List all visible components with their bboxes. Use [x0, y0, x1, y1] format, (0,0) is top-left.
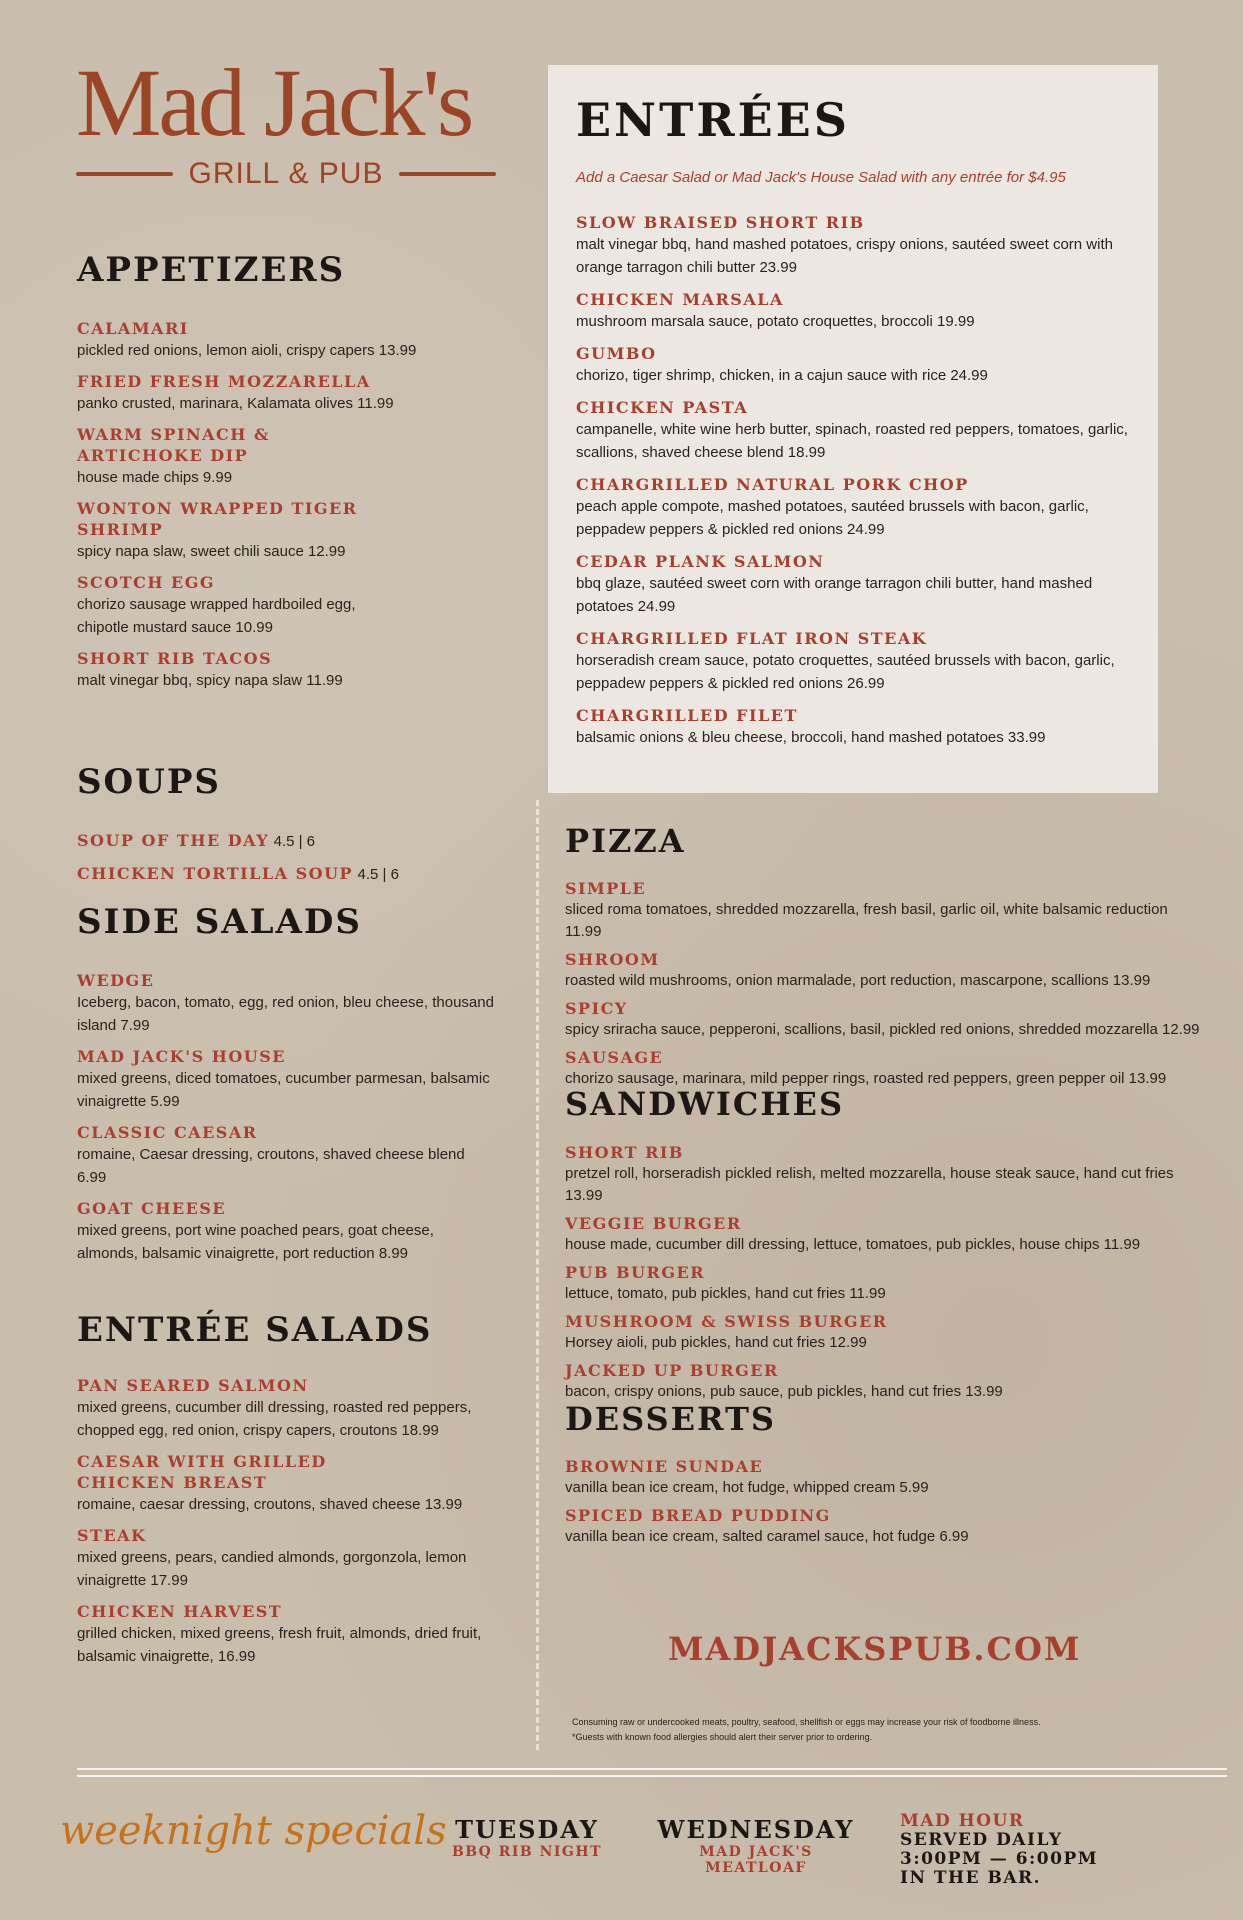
- menu-item: [77, 1046, 497, 1113]
- logo-name: Mad Jack's: [76, 49, 472, 156]
- item-description: bacon, crispy onions, pub sauce, pub pickles, hand cut fries 13.99: [565, 1383, 1003, 1400]
- divider-rule: [77, 1775, 1227, 1777]
- menu-item: [565, 1262, 1205, 1305]
- disclaimer-line: *Guests with known food allergies should alert their server prior to ordering.: [572, 1732, 873, 1742]
- item-description: house made, cucumber dill dressing, lettuce, tomatoes, pub pickles, house chips 11.99: [565, 1236, 1141, 1253]
- item-name: JACKED UP BURGER: [565, 1361, 779, 1380]
- item-description: pickled red onions, lemon aioli, crispy capers 13.99: [77, 342, 417, 359]
- menu-item: [576, 551, 1136, 618]
- item-description: horseradish cream sauce, potato croquettes, sautéed brussels with bacon, garlic, peppadew peppers & pickled red onions 26.99: [576, 652, 1115, 692]
- item-name: CHICKEN TORTILLA SOUP: [77, 864, 354, 883]
- sandwiches-list: [565, 1142, 1205, 1409]
- soups-heading: SOUPS: [77, 762, 221, 802]
- item-name: MUSHROOM & SWISS BURGER: [565, 1312, 888, 1331]
- item-name: SIMPLE: [565, 879, 647, 898]
- website-link[interactable]: MADJACKSPUB.COM: [668, 1630, 1082, 1668]
- logo-rule-left: [76, 172, 173, 176]
- pizza-list: [565, 878, 1205, 1096]
- special-description: BBQ RIB NIGHT: [451, 1844, 603, 1860]
- item-description: mixed greens, cucumber dill dressing, roasted red peppers, chopped egg, red onion, crispy capers, croutons 18.99: [77, 1399, 472, 1439]
- desserts-list: [565, 1456, 1205, 1554]
- menu-item: [565, 1360, 1205, 1403]
- menu-item: [77, 1601, 497, 1668]
- menu-item: [565, 949, 1205, 992]
- menu-item: [565, 1047, 1205, 1090]
- item-description: spicy sriracha sauce, pepperoni, scallions, basil, pickled red onions, shredded mozzarella 12.99: [565, 1021, 1200, 1038]
- menu-item: [565, 998, 1205, 1041]
- item-description: malt vinegar bbq, hand mashed potatoes, crispy onions, sautéed sweet corn with orange tarragon chili butter 23.99: [576, 236, 1113, 276]
- item-name: CHARGRILLED FILET: [576, 706, 798, 725]
- item-description: chorizo sausage, marinara, mild pepper rings, roasted red peppers, green pepper oil 13.99: [565, 1070, 1167, 1087]
- item-description: romaine, caesar dressing, croutons, shaved cheese 13.99: [77, 1496, 463, 1513]
- item-description: chorizo sausage wrapped hardboiled egg, chipotle mustard sauce 10.99: [77, 596, 356, 636]
- item-description: mushroom marsala sauce, potato croquettes, broccoli 19.99: [576, 313, 975, 330]
- menu-item: [77, 648, 507, 692]
- menu-item: [77, 1198, 497, 1265]
- item-name: SOUP OF THE DAY: [77, 831, 270, 850]
- divider-rule: [77, 1768, 1227, 1770]
- item-name: CHICKEN PASTA: [576, 398, 749, 417]
- item-description: Horsey aioli, pub pickles, hand cut fries 12.99: [565, 1334, 867, 1351]
- item-name: FRIED FRESH MOZZARELLA: [77, 372, 371, 391]
- item-name: CHARGRILLED NATURAL PORK CHOP: [576, 475, 969, 494]
- item-description: grilled chicken, mixed greens, fresh fruit, almonds, dried fruit, balsamic vinaigrette, 16.99: [77, 1625, 482, 1665]
- menu-item: [565, 1456, 1205, 1499]
- item-description: mixed greens, diced tomatoes, cucumber parmesan, balsamic vinaigrette 5.99: [77, 1070, 490, 1110]
- entree-salads-list: [77, 1375, 497, 1677]
- item-name: SHROOM: [565, 950, 660, 969]
- logo-subtitle: GRILL & PUB: [188, 157, 384, 190]
- menu-item: [576, 628, 1136, 695]
- item-price: 4.5 | 6: [357, 866, 399, 883]
- item-name: WONTON WRAPPED TIGER SHRIMP: [77, 499, 358, 539]
- item-description: malt vinegar bbq, spicy napa slaw 11.99: [77, 672, 343, 689]
- item-name: PUB BURGER: [565, 1263, 706, 1282]
- menu-item: [576, 289, 1136, 333]
- menu-item: [77, 970, 497, 1037]
- item-description: campanelle, white wine herb butter, spinach, roasted red peppers, tomatoes, garlic, scallions, shaved cheese blend 18.99: [576, 421, 1128, 461]
- appetizers-heading: APPETIZERS: [77, 250, 346, 290]
- item-name: PAN SEARED SALMON: [77, 1376, 309, 1395]
- item-name: CHICKEN HARVEST: [77, 1602, 283, 1621]
- special-day: WEDNESDAY: [657, 1815, 855, 1844]
- menu-item: [77, 1122, 497, 1189]
- item-name: SAUSAGE: [565, 1048, 664, 1067]
- item-description: chorizo, tiger shrimp, chicken, in a cajun sauce with rice 24.99: [576, 367, 988, 384]
- entree-salads-heading: ENTRÉE SALADS: [77, 1310, 433, 1350]
- special-wednesday: [636, 1815, 876, 1876]
- item-name: SHORT RIB: [565, 1143, 684, 1162]
- item-price: 4.5 | 6: [273, 833, 316, 850]
- menu-item: [576, 343, 1136, 387]
- mad-hour-line: SERVED DAILY: [900, 1830, 1063, 1850]
- item-description: vanilla bean ice cream, hot fudge, whipped cream 5.99: [565, 1479, 929, 1496]
- entrees-note: Add a Caesar Salad or Mad Jack's House Salad with any entrée for $4.95: [576, 169, 1066, 186]
- menu-item: [77, 830, 507, 853]
- item-name: SCOTCH EGG: [77, 573, 216, 592]
- menu-item: [576, 474, 1136, 541]
- item-name: MAD JACK'S HOUSE: [77, 1047, 286, 1066]
- item-name: WEDGE: [77, 971, 155, 990]
- mad-hour: [900, 1812, 1098, 1888]
- entrees-content: [576, 93, 1136, 759]
- side-salads-list: [77, 970, 497, 1274]
- menu-item: [77, 572, 507, 639]
- disclaimer-line: Consuming raw or undercooked meats, poultry, seafood, shellfish or eggs may increase your risk of foodborne illness.: [572, 1717, 1041, 1727]
- entrees-panel: [548, 65, 1158, 793]
- side-salads-heading: SIDE SALADS: [77, 902, 362, 942]
- logo-subtitle-row: [76, 157, 496, 191]
- mad-hour-line: IN THE BAR.: [900, 1868, 1042, 1888]
- item-name: SPICED BREAD PUDDING: [565, 1506, 831, 1525]
- mad-hour-title: MAD HOUR: [900, 1811, 1025, 1831]
- menu-item: [77, 498, 507, 563]
- item-name: WARM SPINACH & ARTICHOKE DIP: [77, 425, 270, 465]
- column-divider: [536, 800, 539, 1750]
- desserts-heading: DESSERTS: [565, 1400, 776, 1438]
- menu-item: [565, 1142, 1205, 1207]
- menu-item: [565, 878, 1205, 943]
- item-name: SHORT RIB TACOS: [77, 649, 273, 668]
- menu-item: [77, 1451, 497, 1516]
- special-day: TUESDAY: [455, 1815, 599, 1844]
- item-name: CALAMARI: [77, 319, 189, 338]
- item-name: CAESAR WITH GRILLED CHICKEN BREAST: [77, 1452, 327, 1492]
- special-tuesday: [432, 1815, 622, 1860]
- item-name: CLASSIC CAESAR: [77, 1123, 258, 1142]
- special-description: MAD JACK'S: [699, 1844, 813, 1860]
- menu-item: [77, 318, 507, 362]
- item-name: CHARGRILLED FLAT IRON STEAK: [576, 629, 928, 648]
- logo-rule-right: [399, 172, 496, 176]
- item-description: sliced roma tomatoes, shredded mozzarella, fresh basil, garlic oil, white balsamic reduction 11.99: [565, 901, 1168, 940]
- menu-item: [77, 1375, 497, 1442]
- item-description: romaine, Caesar dressing, croutons, shaved cheese blend 6.99: [77, 1146, 465, 1186]
- menu-item: [565, 1213, 1205, 1256]
- item-name: GUMBO: [576, 344, 657, 363]
- specials-title: weeknight specials: [60, 1808, 447, 1854]
- menu-item: [77, 1525, 497, 1592]
- item-description: roasted wild mushrooms, onion marmalade, port reduction, mascarpone, scallions 13.99: [565, 972, 1151, 989]
- menu-item: [565, 1311, 1205, 1354]
- item-description: mixed greens, port wine poached pears, goat cheese, almonds, balsamic vinaigrette, port reduction 8.99: [77, 1222, 434, 1262]
- item-description: house made chips 9.99: [77, 469, 233, 486]
- menu-item: [565, 1505, 1205, 1548]
- item-description: balsamic onions & bleu cheese, broccoli, hand mashed potatoes 33.99: [576, 729, 1046, 746]
- item-name: CHICKEN MARSALA: [576, 290, 784, 309]
- menu-item: [77, 424, 507, 489]
- item-name: SLOW BRAISED SHORT RIB: [576, 213, 865, 232]
- menu-item: [77, 863, 507, 886]
- appetizers-list: [77, 318, 507, 701]
- pizza-heading: PIZZA: [565, 822, 686, 860]
- logo: [76, 49, 496, 191]
- menu-item: [77, 371, 507, 415]
- disclaimer: [572, 1715, 1132, 1745]
- item-description: panko crusted, marinara, Kalamata olives 11.99: [77, 395, 394, 412]
- entrees-heading: ENTRÉES: [576, 93, 850, 147]
- item-name: GOAT CHEESE: [77, 1199, 227, 1218]
- menu-item: [576, 397, 1136, 464]
- mad-hour-line: 3:00PM — 6:00PM: [900, 1849, 1099, 1869]
- menu-item: [576, 705, 1136, 749]
- item-name: CEDAR PLANK SALMON: [576, 552, 825, 571]
- item-name: STEAK: [77, 1526, 147, 1545]
- item-description: pretzel roll, horseradish pickled relish, melted mozzarella, house steak sauce, hand cut fries 13.99: [565, 1165, 1174, 1204]
- item-description: vanilla bean ice cream, salted caramel sauce, hot fudge 6.99: [565, 1528, 969, 1545]
- menu-item: [576, 212, 1136, 279]
- item-description: mixed greens, pears, candied almonds, gorgonzola, lemon vinaigrette 17.99: [77, 1549, 467, 1589]
- sandwiches-heading: SANDWICHES: [565, 1085, 845, 1123]
- special-description: MEATLOAF: [705, 1860, 807, 1876]
- item-name: VEGGIE BURGER: [565, 1214, 742, 1233]
- item-description: lettuce, tomato, pub pickles, hand cut fries 11.99: [565, 1285, 886, 1302]
- item-description: bbq glaze, sautéed sweet corn with orange tarragon chili butter, hand mashed potatoes 24.99: [576, 575, 1093, 615]
- item-description: spicy napa slaw, sweet chili sauce 12.99: [77, 543, 346, 560]
- item-name: BROWNIE SUNDAE: [565, 1457, 764, 1476]
- item-name: SPICY: [565, 999, 628, 1018]
- item-description: Iceberg, bacon, tomato, egg, red onion, bleu cheese, thousand island 7.99: [77, 994, 494, 1034]
- soups-list: [77, 830, 507, 886]
- item-description: peach apple compote, mashed potatoes, sautéed brussels with bacon, garlic, peppadew peppers & pickled red onions 24.99: [576, 498, 1089, 538]
